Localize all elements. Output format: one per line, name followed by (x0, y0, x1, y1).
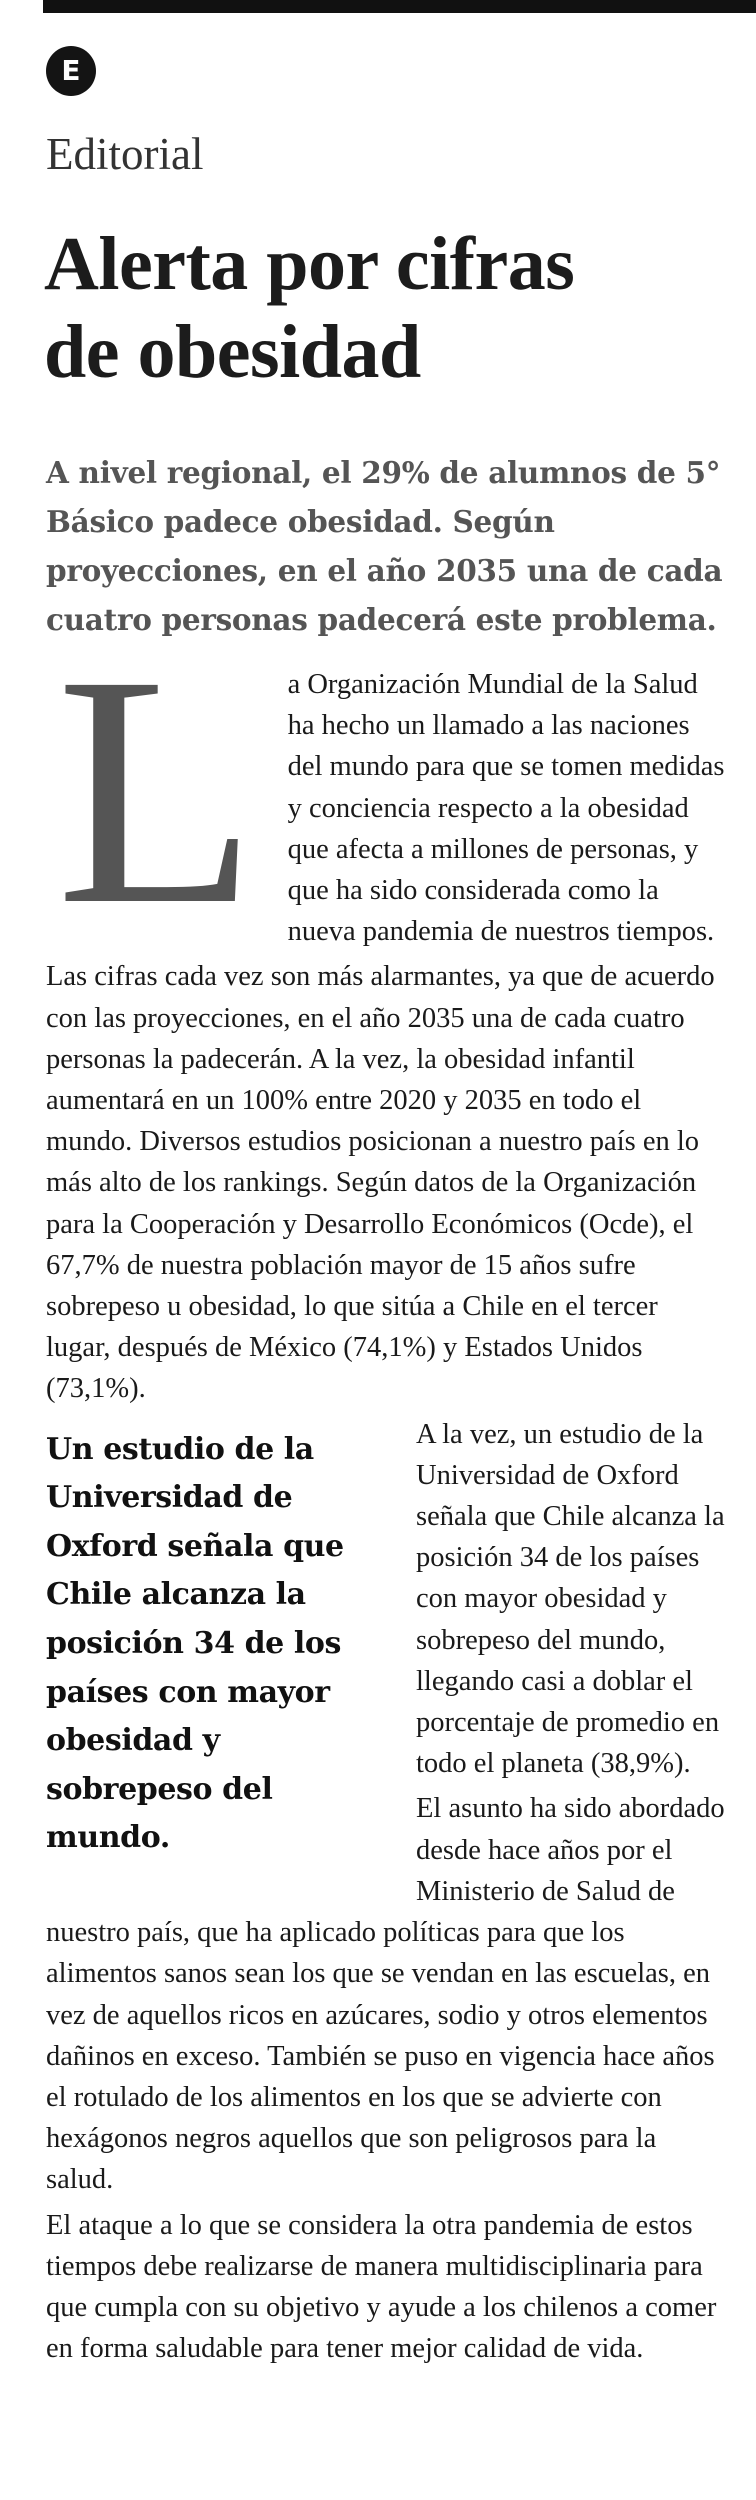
top-rule (43, 0, 756, 13)
headline-line-2: de obesidad (44, 310, 421, 394)
article-body (46, 608, 728, 2373)
deck-subheadline: A nivel regional, el 29% de alumnos de 5° Básico padece obesidad. Según proyecciones, en el año 2035 una de cada cuatro personas padecerá este problema. (46, 455, 723, 637)
section-badge: E (46, 46, 96, 96)
paragraph-3: A la vez, un estudio de la Universidad de Oxford señala que Chile alcanza la posición 34 de los países con mayor obesidad y sobrepeso del mundo, llegando casi a doblar el porcentaje de promedio en todo el planeta (38,9%). (416, 1418, 725, 1780)
headline-line-1: Alerta por cifras (44, 222, 575, 306)
section-label: Editorial (46, 129, 204, 179)
pull-quote: Un estudio de la Universidad de Oxford señala que Chile alcanza la posición 34 de los países con mayor obesidad y sobrepeso del mundo. (46, 1431, 344, 1856)
paragraph-1: a Organización Mundial de la Salud ha hecho un llamado a las naciones del mundo para que se tomen medidas y conciencia respecto a la obesidad que afecta a millones de personas, y que ha sido considerada como la nueva pandemia de nuestros tiempos. (287, 669, 725, 948)
paragraph-5: El ataque a lo que se considera la otra pandemia de estos tiempos debe realizarse de manera multidisciplinaria para que cumpla con su objetivo y ayude a los chilenos a comer en forma saludable para tener mejor calidad de vida. (46, 2209, 717, 2365)
paragraph-4: El asunto ha sido abordado desde hace años por el Ministerio de Salud de nuestro país, que ha aplicado políticas para que los alimentos sanos sean los que se vendan en las escuelas, en vez de aquellos ricos en azúcares, sodio y otros elementos dañinos en exceso. También se puso en vigencia hace años el rotulado de los alimentos en los que se advierte con hexágonos negros aquellos que son peligrosos para la salud. (46, 1793, 725, 2196)
drop-cap: L (56, 608, 258, 973)
paragraph-2: Las cifras cada vez son más alarmantes, ya que de acuerdo con las proyecciones, en el año 2035 una de cada cuatro personas la padecerán. A la vez, la obesidad infantil aumentará en un 100% entre 2020 y 2035 en todo el mundo. Diversos estudios posicionan a nuestro país en lo más alto de los rankings. Según datos de la Organización para la Cooperación y Desarrollo Económicos (Ocde), el 67,7% de nuestra población mayor de 15 años sufre sobrepeso u obesidad, lo que sitúa a Chile en el tercer lugar, después de México (74,1%) y Estados Unidos (73,1%). (46, 961, 715, 1405)
headline (44, 220, 734, 396)
